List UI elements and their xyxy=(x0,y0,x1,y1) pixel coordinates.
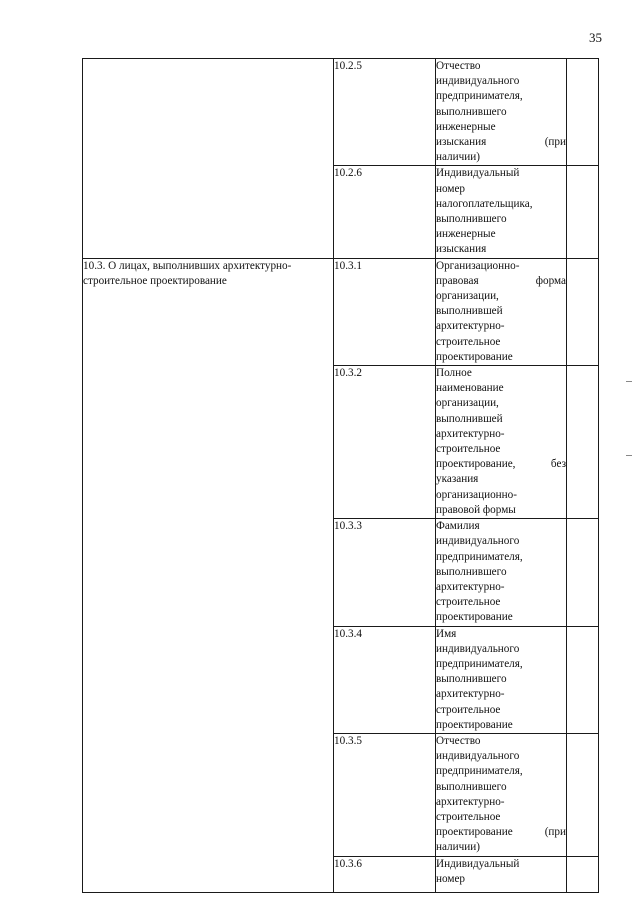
description-line: правовая форма xyxy=(436,274,566,287)
description-line: проектирование xyxy=(436,718,513,731)
item-number: 10.3.1 xyxy=(334,258,436,365)
description-line: строительное xyxy=(436,596,501,609)
item-number: 10.3.6 xyxy=(334,856,436,892)
description-line: инженерные xyxy=(436,228,496,241)
value-cell xyxy=(567,366,599,519)
item-description xyxy=(436,626,567,733)
section-title-line: строительное проектирование xyxy=(83,274,227,287)
table-row xyxy=(83,59,599,166)
description-line: Полное xyxy=(436,367,472,380)
item-description xyxy=(436,59,567,166)
value-cell xyxy=(567,733,599,856)
description-line: строительное xyxy=(436,443,501,456)
description-line: организационно- xyxy=(436,488,517,501)
description-line: изыскания xyxy=(436,243,487,256)
value-cell xyxy=(567,856,599,892)
description-line: Отчество xyxy=(436,60,481,72)
description-line: строительное xyxy=(436,703,501,716)
item-description xyxy=(436,733,567,856)
description-line: предпринимателя, xyxy=(436,657,523,670)
description-line: организации, xyxy=(436,397,499,410)
description-line: предпринимателя, xyxy=(436,765,523,778)
description-line: выполнившего xyxy=(436,673,507,686)
description-line: выполнившего xyxy=(436,780,507,793)
description-line: индивидуального xyxy=(436,75,520,88)
description-line: предпринимателя, xyxy=(436,550,523,563)
description-line: архитектурно- xyxy=(436,427,505,440)
description-line: наличии) xyxy=(436,151,480,164)
description-line: изыскания (при xyxy=(436,136,566,149)
item-number: 10.3.2 xyxy=(334,366,436,519)
value-cell xyxy=(567,519,599,626)
description-line: индивидуального xyxy=(436,642,520,655)
section-10-3-title-cell xyxy=(83,258,334,892)
description-line: индивидуального xyxy=(436,535,520,548)
description-line: выполнившей xyxy=(436,305,503,318)
item-number: 10.2.5 xyxy=(334,59,436,166)
item-number: 10.3.5 xyxy=(334,733,436,856)
description-line: налогоплательщика, xyxy=(436,197,533,210)
description-line: выполнившего xyxy=(436,213,507,226)
description-line: архитектурно- xyxy=(436,580,505,593)
scan-margin-mark xyxy=(626,381,632,382)
description-line: номер xyxy=(436,182,466,195)
description-line: указания xyxy=(436,473,479,486)
description-line: организации, xyxy=(436,290,499,303)
description-line: выполнившего xyxy=(436,565,507,578)
item-description xyxy=(436,519,567,626)
description-line: строительное xyxy=(436,810,501,823)
description-line: проектирование (при xyxy=(436,826,566,839)
description-line: проектирование xyxy=(436,611,513,624)
description-line: Индивидуальный xyxy=(436,857,520,870)
item-description xyxy=(436,366,567,519)
description-line: предпринимателя, xyxy=(436,90,523,103)
table-body xyxy=(83,59,599,893)
value-cell xyxy=(567,626,599,733)
description-line: наименование xyxy=(436,382,504,395)
description-line: наличии) xyxy=(436,841,480,854)
page-number: 35 xyxy=(589,30,602,45)
item-description xyxy=(436,166,567,258)
item-number: 10.2.6 xyxy=(334,166,436,258)
description-line: выполнившего xyxy=(436,105,507,118)
requirements-table xyxy=(82,58,599,893)
description-line: Имя xyxy=(436,627,457,640)
section-10-2-continuation-cell xyxy=(83,59,334,259)
description-line: индивидуального xyxy=(436,750,520,763)
description-line: архитектурно- xyxy=(436,320,505,333)
description-line: инженерные xyxy=(436,120,496,133)
description-line: номер xyxy=(436,872,466,885)
table-row xyxy=(83,258,599,365)
description-line: Фамилия xyxy=(436,520,480,533)
item-description xyxy=(436,856,567,892)
description-line: архитектурно- xyxy=(436,688,505,701)
description-line: строительное xyxy=(436,335,501,348)
description-line: выполнившей xyxy=(436,412,503,425)
item-number: 10.3.4 xyxy=(334,626,436,733)
description-line: Организационно- xyxy=(436,259,520,272)
scan-margin-mark xyxy=(626,455,632,456)
item-description xyxy=(436,258,567,365)
value-cell xyxy=(567,59,599,166)
description-line: архитектурно- xyxy=(436,795,505,808)
value-cell xyxy=(567,166,599,258)
description-line: Отчество xyxy=(436,734,481,747)
item-number: 10.3.3 xyxy=(334,519,436,626)
description-line: проектирование xyxy=(436,350,513,363)
description-line: Индивидуальный xyxy=(436,167,520,180)
description-line: правовой формы xyxy=(436,503,516,516)
description-line: проектирование, без xyxy=(436,458,566,471)
section-title-line: 10.3. О лицах, выполнивших архитектурно- xyxy=(83,259,292,272)
value-cell xyxy=(567,258,599,365)
